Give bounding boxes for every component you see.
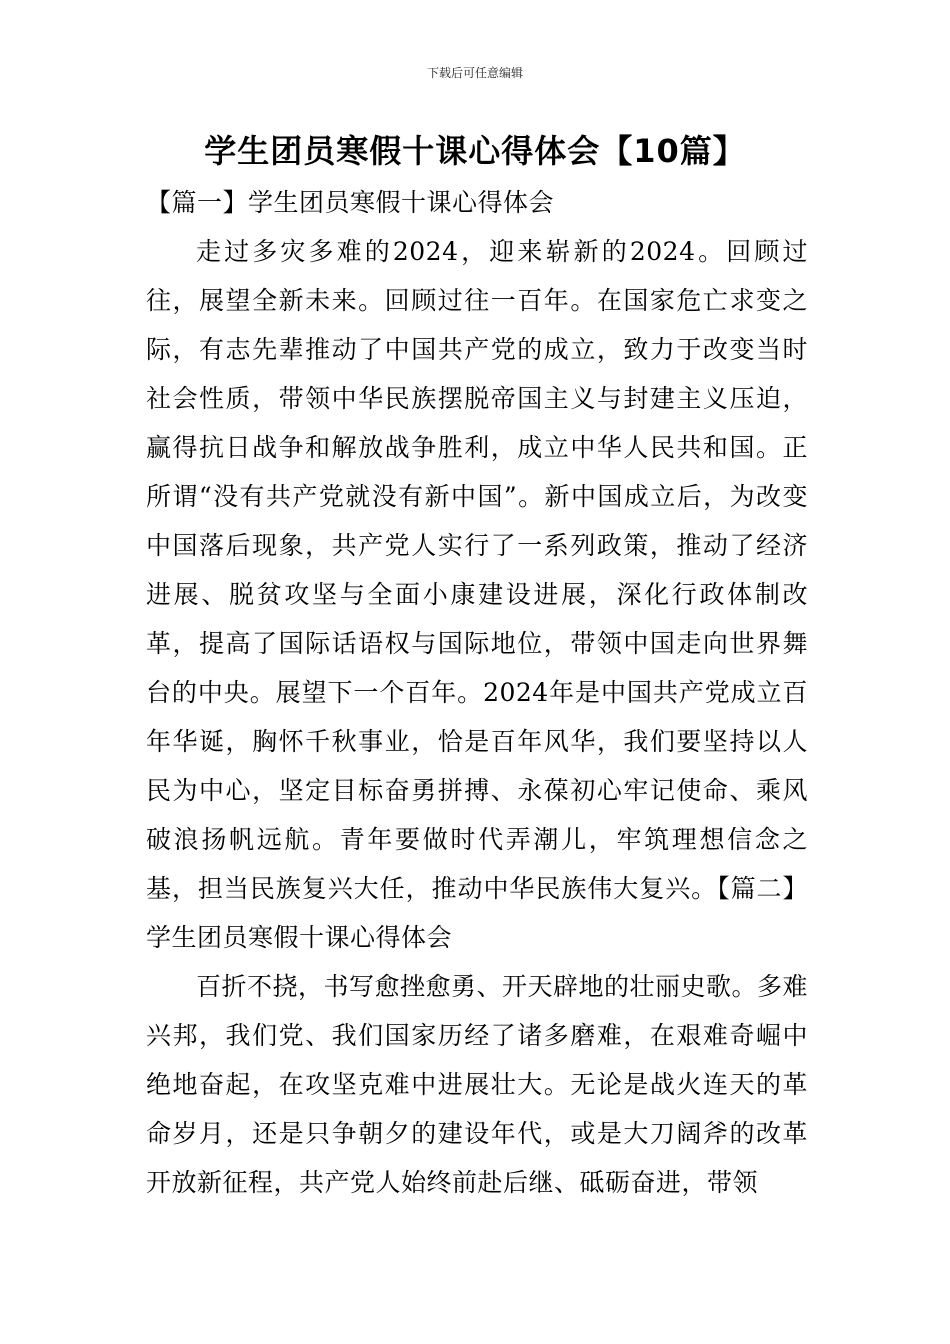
document-title: 学生团员寒假十课心得体会【10篇】 <box>204 132 746 170</box>
section-heading: 【篇一】学生团员寒假十课心得体会 <box>146 188 555 217</box>
document-body <box>146 178 808 1207</box>
paragraph: 百折不挠，书写愈挫愈勇、开天辟地的壮丽史歌。多难兴邦，我们党、我们国家历经了诸多磨难，在艰难奇崛中绝地奋起，在攻坚克难中进展壮大。无论是战火连天的革命岁月，还是只争朝夕的建设年代，或是大刀阔斧的改革开放新征程，共产党人始终前赴后继、砥砺奋进，带领 <box>146 972 809 1197</box>
paragraph: 走过多灾多难的2024，迎来崭新的2024。回顾过往，展望全新未来。回顾过往一百年。在国家危亡求变之际，有志先辈推动了中国共产党的成立，致力于改变当时社会性质，带领中华民族摆脱帝国主义与封建主义压迫，赢得抗日战争和解放战争胜利，成立中华人民共和国。正所谓“没有共产党就没有新中国”。新中国成立后，为改变中国落后现象，共产党人实行了一系列政策，推动了经济进展、脱贫攻坚与全面小康建设进展，深化行政体制改革，提高了国际话语权与国际地位，带领中国走向世界舞台的中央。展望下一个百年。2024年是中国共产党成立百年华诞，胸怀千秋事业，恰是百年风华，我们要坚持以人民为中心，坚定目标奋勇拼搏、永葆初心牢记使命、乘风破浪扬帆远航。青年要做时代弄潮儿，牢筑理想信念之基，担当民族复兴大任，推动中华民族伟大复兴。【篇二】学生团员寒假十课心得体会 <box>146 237 808 952</box>
header-note: 下载后可任意编辑 <box>426 66 523 80</box>
